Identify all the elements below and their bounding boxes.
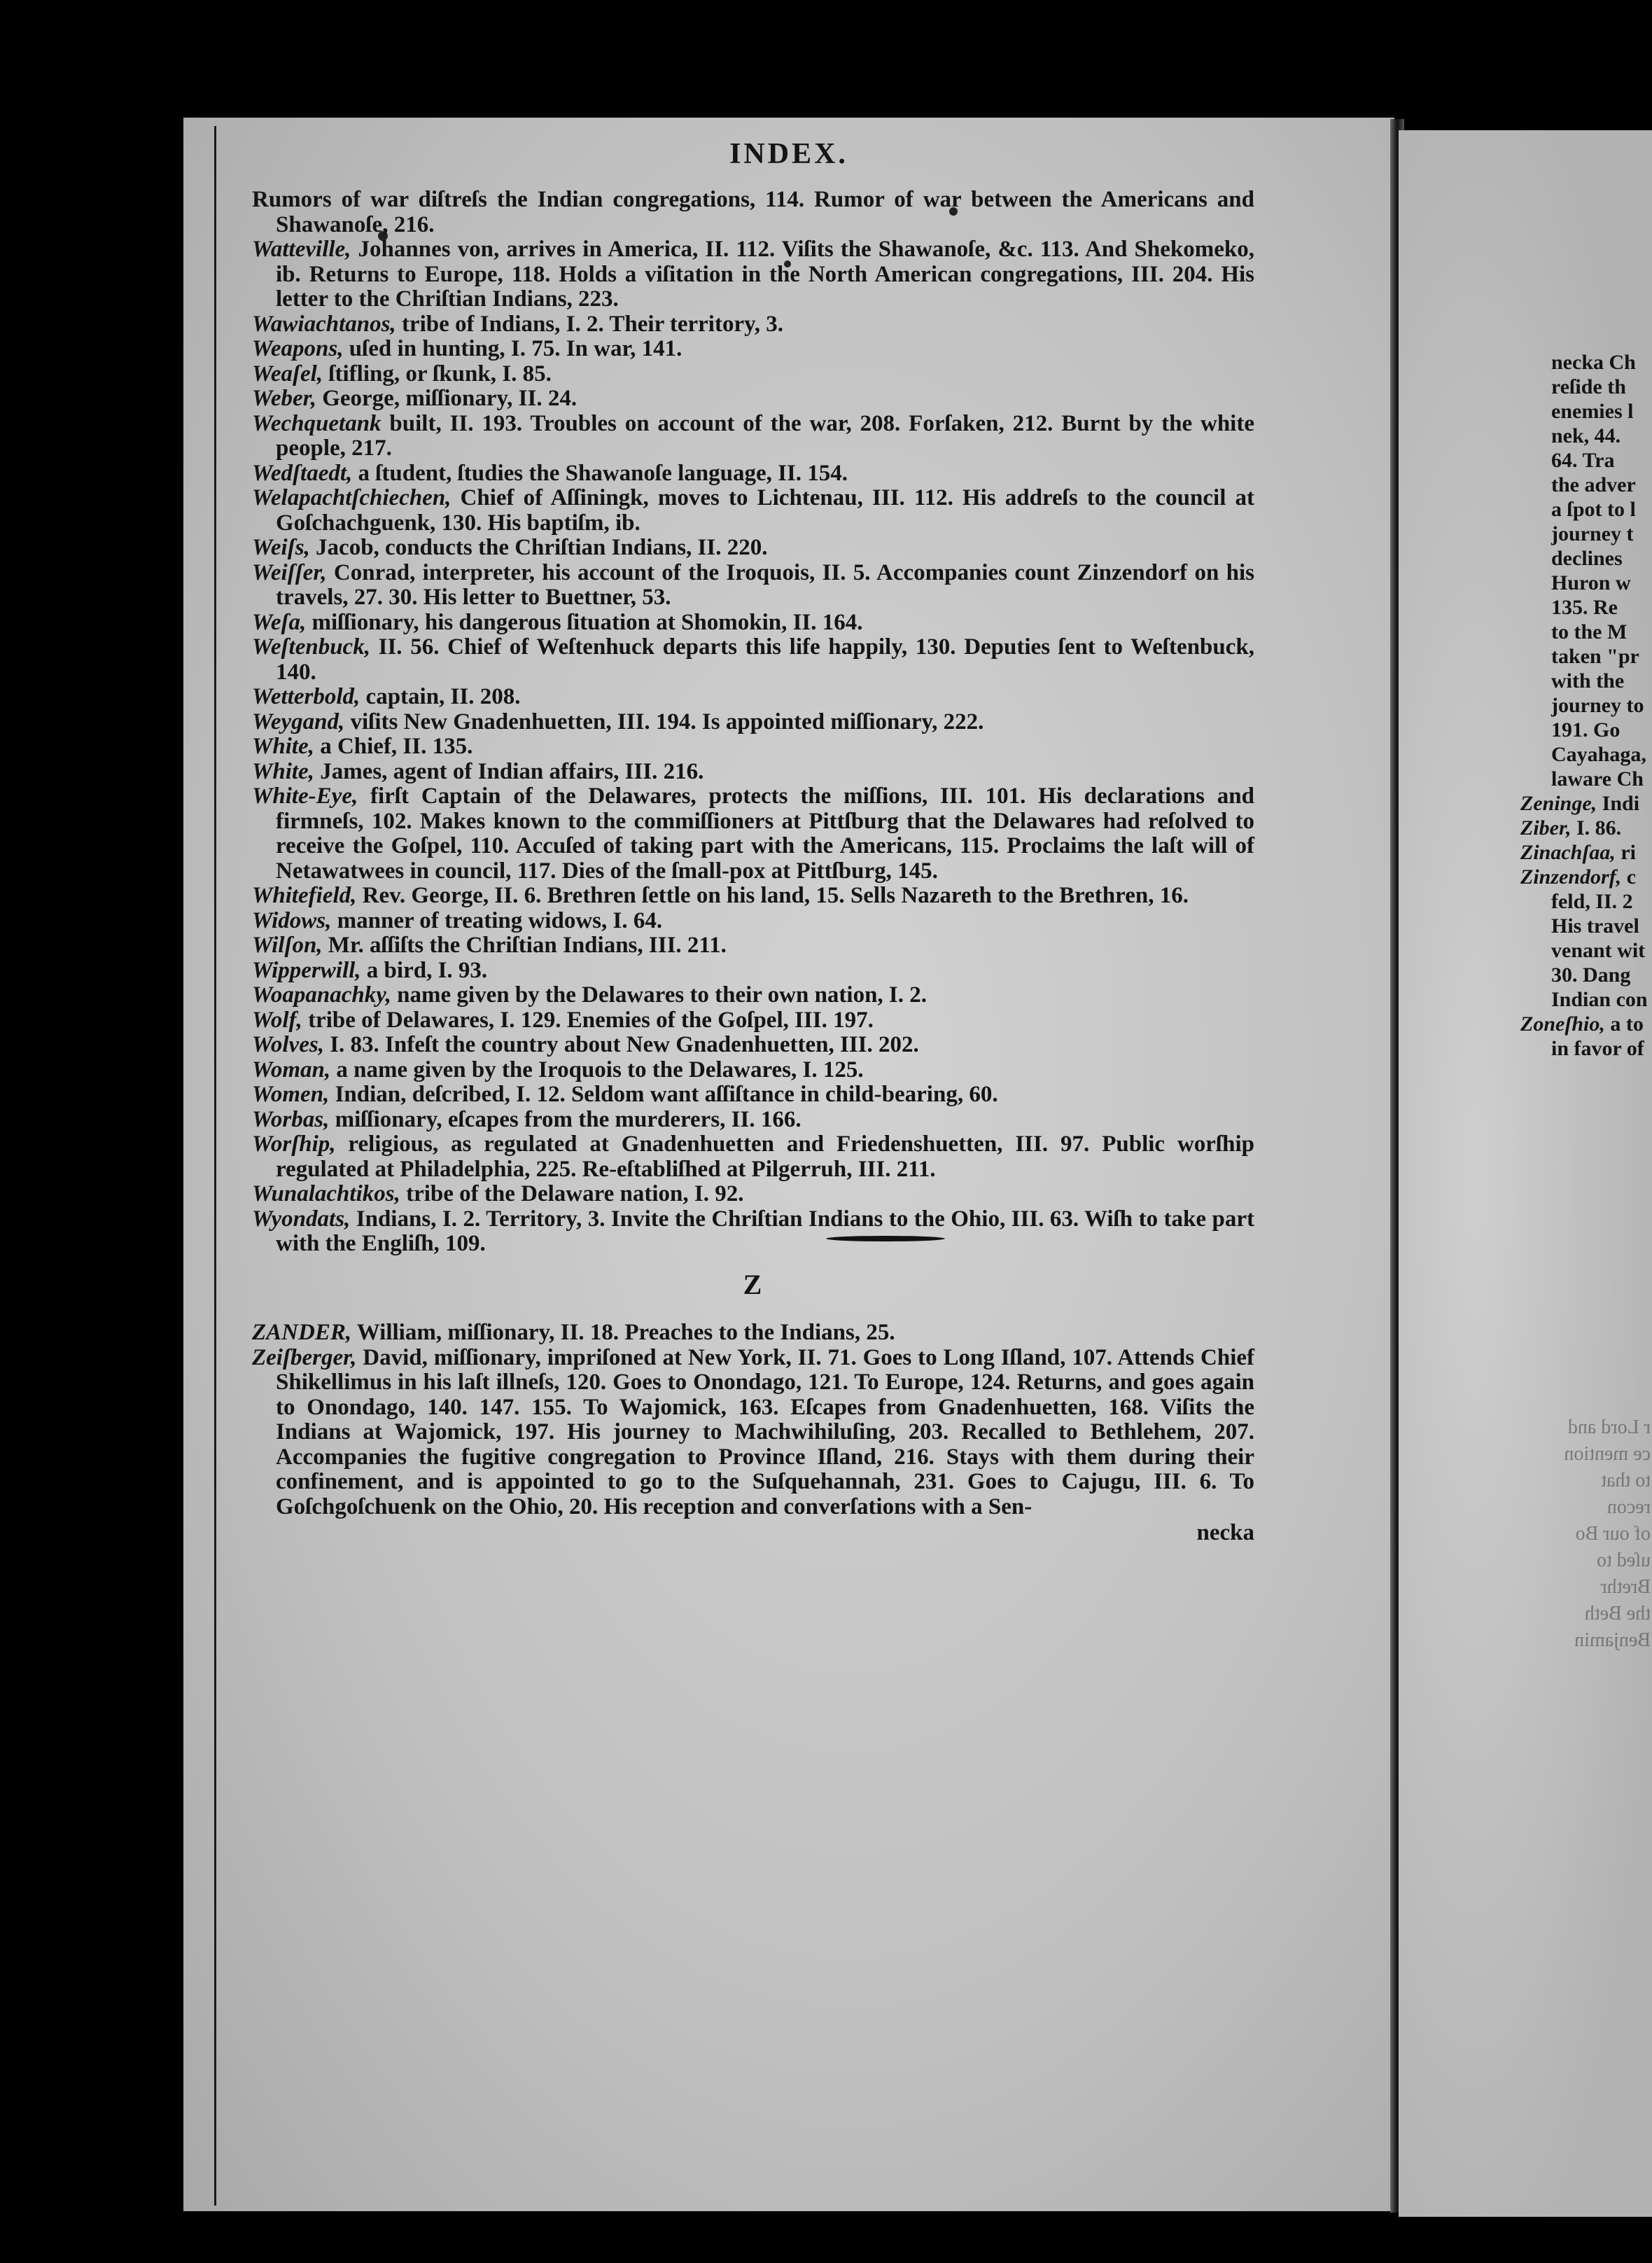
right-page-line: Indian con xyxy=(1551,988,1648,1011)
entry-headword: Weiſs, xyxy=(252,535,310,560)
bleed-through-line: of our Bo xyxy=(1575,1523,1651,1545)
entry-text: religious, as regulated at Gnadenhuetten and Friedenshuetten, III. 97. Public worſhip regulated at Philadelphia, 225. Re-eſtabliſhed at Pilgerruh, III. 211. xyxy=(276,1132,1254,1182)
entry-headword: Weſtenbuck, xyxy=(252,634,370,660)
bleed-through-text xyxy=(1518,1414,1651,1654)
catchword: necka xyxy=(1196,1520,1254,1545)
right-page-text xyxy=(1520,350,1652,1061)
index-entry xyxy=(252,1182,1254,1207)
bleed-through-line: uſed to xyxy=(1597,1550,1651,1571)
entry-headword: Wunalachtikos, xyxy=(252,1181,400,1206)
z-entries-list xyxy=(252,1321,1254,1519)
right-page-entry xyxy=(1520,865,1652,889)
right-page-line: to the M xyxy=(1551,620,1628,643)
entry-headword: Zeninge, xyxy=(1520,792,1597,815)
entry-text: Jacob, conducts the Chriſtian Indians, II. 220. xyxy=(309,535,768,560)
right-page-line: in favor of xyxy=(1551,1037,1644,1060)
index-entry xyxy=(252,1058,1254,1083)
right-page-line: laware Ch xyxy=(1551,767,1644,791)
bleed-through-line: Benjamin xyxy=(1574,1629,1651,1651)
entry-text: viſits New Gnadenhuetten, III. 194. Is appointed miſſionary, 222. xyxy=(344,709,984,734)
right-page-line: declines xyxy=(1551,547,1623,570)
entry-text: II. 56. Chief of Weſtenhuck departs this life happily, 130. Deputies ſent to Weſtenbuck, 140. xyxy=(276,634,1254,685)
index-entry xyxy=(252,959,1254,984)
section-divider-flourish xyxy=(826,1236,945,1241)
entry-headword: Weber, xyxy=(252,386,316,411)
entry-headword: Zinachſaa, xyxy=(1520,841,1616,864)
entry-headword: White-Eye, xyxy=(252,784,358,809)
entry-text: Conrad, interpreter, his account of the Iroquois, II. 5. Accompanies count Zinzendorf on his travels, 27. 30. His letter to Buettner, 53. xyxy=(276,559,1254,610)
entry-text: Johannes von, arrives in America, II. 112. Viſits the Shawanoſe, &c. 113. And Shekomeko, ib. Returns to Europe, 118. Holds a viſitation in the North American congregations, III. 204. His letter to the Chriſtian Indians, 223. xyxy=(276,237,1254,312)
index-entry xyxy=(252,337,1254,362)
index-entry xyxy=(252,1132,1254,1182)
index-entry xyxy=(252,1346,1254,1520)
index-entry xyxy=(252,188,1254,237)
index-entry xyxy=(252,1207,1254,1257)
page-title: INDEX. xyxy=(729,138,848,170)
w-entries-list xyxy=(252,188,1254,1257)
index-entry xyxy=(252,412,1254,461)
entry-headword: Wolves, xyxy=(252,1032,324,1057)
right-page-line: with the xyxy=(1551,669,1625,692)
entry-headword: Wipperwill, xyxy=(252,957,361,983)
entry-headword: Watteville, xyxy=(252,237,351,262)
entry-headword: Weaſel, xyxy=(252,361,323,387)
entry-text: Indians, I. 2. Territory, 3. Invite the Chriſtian Indians to the Ohio, III. 63. Wiſh to take part with the Engliſh, 109. xyxy=(276,1206,1254,1256)
right-page-line: 30. Dang xyxy=(1551,963,1631,987)
right-page-line: journey t xyxy=(1551,522,1634,545)
entry-headword: Worbas, xyxy=(252,1106,330,1132)
entry-text: Indi xyxy=(1597,792,1640,815)
bleed-through-line: recon xyxy=(1606,1496,1651,1518)
index-column xyxy=(252,188,1254,1546)
entry-text: ri xyxy=(1615,841,1636,864)
entry-headword: Women, xyxy=(252,1082,330,1107)
entry-text: captain, II. 208. xyxy=(360,684,521,709)
index-entry xyxy=(252,909,1254,934)
right-page-line: venant wit xyxy=(1551,939,1646,962)
entry-text: a ſtudent, ſtudies the Shawanoſe language, II. 154. xyxy=(352,460,848,486)
right-page-line: Huron w xyxy=(1551,571,1631,594)
index-entry xyxy=(252,1008,1254,1033)
index-entry xyxy=(252,635,1254,685)
index-entry xyxy=(252,387,1254,412)
entry-text: Rev. George, II. 6. Brethren ſettle on his land, 15. Sells Nazareth to the Brethren, 16. xyxy=(356,883,1189,908)
entry-headword: White, xyxy=(252,734,314,759)
right-page-line: 135. Re xyxy=(1551,596,1618,619)
index-entry xyxy=(252,1082,1254,1108)
entry-text: c xyxy=(1621,865,1637,889)
right-page-line: Cayahaga, xyxy=(1551,743,1646,766)
entry-text: tribe of the Delaware nation, I. 92. xyxy=(400,1181,744,1206)
index-entry xyxy=(252,362,1254,387)
index-entry xyxy=(252,536,1254,561)
entry-headword: Woman, xyxy=(252,1057,331,1082)
bleed-through-line: ce mention xyxy=(1564,1443,1651,1465)
right-page-entry xyxy=(1520,1012,1652,1036)
entry-text: Chief of Aſſiningk, moves to Lichtenau, III. 112. His addreſs to the council at Goſchachguenk, 130. His baptiſm, ib. xyxy=(276,485,1254,536)
entry-headword: Wetterbold, xyxy=(252,684,360,709)
entry-text: miſſionary, eſcapes from the murderers, II. 166. xyxy=(329,1106,802,1132)
index-entry xyxy=(252,611,1254,636)
right-page-line: feld, II. 2 xyxy=(1551,890,1633,913)
index-entry xyxy=(252,784,1254,884)
entry-text: manner of treating widows, I. 64. xyxy=(331,907,663,933)
bleed-through-line: r Lord and xyxy=(1567,1416,1651,1438)
entry-text: a Chief, II. 135. xyxy=(314,734,473,759)
entry-headword: Ziber, xyxy=(1520,816,1572,840)
entry-headword: Weygand, xyxy=(252,709,345,734)
right-page-entry xyxy=(1520,791,1652,816)
right-page-line: 64. Tra xyxy=(1551,449,1615,472)
entry-headword: Zoneſhio, xyxy=(1520,1012,1605,1036)
entry-text: James, agent of Indian affairs, III. 216. xyxy=(314,758,704,784)
bleed-through-line: the Beth xyxy=(1584,1603,1651,1624)
entry-text: tribe of Indians, I. 2. Their territory, 3. xyxy=(396,311,784,337)
entry-text: built, II. 193. Troubles on account of the war, 208. Forſaken, 212. Burnt by the white people, 217. xyxy=(276,410,1254,461)
entry-text: Indian, deſcribed, I. 12. Seldom want aſſiſtance in child-bearing, 60. xyxy=(329,1082,998,1107)
entry-text: a to xyxy=(1604,1012,1644,1036)
right-page-entry xyxy=(1520,840,1652,865)
right-page-line: the adver xyxy=(1551,473,1636,496)
right-page-line: enemies l xyxy=(1551,400,1634,423)
entry-headword: White, xyxy=(252,758,314,784)
entry-headword: Weiſſer, xyxy=(252,559,327,585)
right-page-line: nek, 44. xyxy=(1551,424,1621,447)
entry-text: ſtifling, or ſkunk, I. 85. xyxy=(323,361,552,387)
right-page-line: 191. Go xyxy=(1551,718,1620,741)
section-letter: Z xyxy=(743,1268,764,1300)
index-entry xyxy=(252,312,1254,337)
index-entry xyxy=(252,1321,1254,1346)
index-entry xyxy=(252,685,1254,710)
entry-headword: Wolf, xyxy=(252,1007,302,1033)
entry-headword: Zinzendorf, xyxy=(1520,865,1622,889)
right-page-line: taken "pr xyxy=(1551,645,1639,668)
index-entry xyxy=(252,461,1254,487)
entry-text: a name given by the Iroquois to the Delawares, I. 125. xyxy=(330,1057,864,1082)
entry-headword: Zeiſberger, xyxy=(252,1344,357,1370)
entry-text: William, miſſionary, II. 18. Preaches to the Indians, 25. xyxy=(351,1320,895,1345)
entry-headword: Weſa, xyxy=(252,609,307,635)
index-entry xyxy=(252,1108,1254,1133)
index-entry xyxy=(252,710,1254,735)
right-page-line: necka Ch xyxy=(1551,351,1636,374)
index-entry xyxy=(252,1033,1254,1058)
entry-text: firſt Captain of the Delawares, protects the miſſions, III. 101. His declarations and firmneſs, 102. Makes known to the commiſſioners at Pittſburg that the Delawares had reſolved to receive the Goſpel, 110. Accuſed of taking part with the Americans, 115. Proclaims the laſt will of Netawatwees in council, 117. Dies of the ſmall-pox at Pittſburg, 145. xyxy=(276,784,1254,884)
bleed-through-line: Brethr xyxy=(1600,1576,1651,1598)
entry-text: miſſionary, his dangerous ſituation at Shomokin, II. 164. xyxy=(306,609,863,635)
index-entry xyxy=(252,760,1254,785)
entry-text: I. 86. xyxy=(1571,816,1622,840)
right-page-entry xyxy=(1520,816,1652,840)
right-page-line: journey to xyxy=(1551,694,1644,717)
index-entry xyxy=(252,237,1254,312)
entry-text: George, miſſionary, II. 24. xyxy=(316,386,578,411)
entry-headword: Welapachtſchiechen, xyxy=(252,485,451,510)
entry-text: I. 83. Infeſt the country about New Gnadenhuetten, III. 202. xyxy=(323,1032,919,1057)
entry-text: tribe of Delawares, I. 129. Enemies of the Goſpel, III. 197. xyxy=(302,1007,874,1033)
index-entry xyxy=(252,933,1254,959)
index-entry xyxy=(252,884,1254,909)
index-entry xyxy=(252,561,1254,611)
entry-text: name given by the Delawares to their own nation, I. 2. xyxy=(391,982,927,1008)
index-entry xyxy=(252,983,1254,1008)
entry-text: Rumors of war diſtreſs the Indian congregations, 114. Rumor of war between the Americans and Shawanoſe, 216. xyxy=(252,187,1254,237)
index-entry xyxy=(252,486,1254,536)
right-page-line: His travel xyxy=(1551,914,1639,938)
entry-text: a bird, I. 93. xyxy=(360,957,488,983)
entry-headword: ZANDER, xyxy=(252,1320,352,1345)
right-page-line: a ſpot to l xyxy=(1551,498,1636,521)
right-page-line: reſide th xyxy=(1551,375,1626,398)
entry-headword: Worſhip, xyxy=(252,1132,336,1157)
entry-text: David, miſſionary, impriſoned at New York, II. 71. Goes to Long Iſland, 107. Attends Chief Shikellimus in his laſt illneſs, 120. Goes to Onondago, 121. To Europe, 124. Returns, and goes again to Onondago, 140. 147. 155. To Wajomick, 163. Eſcapes from Gnadenhuetten, 168. Viſits the Indians at Wajomick, 197. His journey to Machwihiluſing, 203. Recalled to Bethlehem, 207. Accompanies the fugitive congregation to Province Iſland, 216. Stays with them during their confinement, and is appointed to go to the Suſquehannah, 231. Goes to Cajugu, III. 6. To Goſchgoſchuenk on the Ohio, 20. His reception and converſations with a Sen- xyxy=(276,1344,1254,1519)
entry-headword: Wedſtaedt, xyxy=(252,460,353,486)
page-edge-rule xyxy=(214,126,216,2206)
index-entry xyxy=(252,734,1254,760)
entry-headword: Wyondats, xyxy=(252,1206,351,1232)
entry-headword: Weapons, xyxy=(252,336,344,361)
entry-text: Mr. aſſiſts the Chriſtian Indians, III. 211. xyxy=(322,933,727,958)
entry-headword: Whitefield, xyxy=(252,883,357,908)
bleed-through-line: to that xyxy=(1601,1470,1651,1491)
entry-headword: Wechquetank xyxy=(252,410,382,436)
entry-headword: Woapanachky, xyxy=(252,982,391,1008)
entry-headword: Widows, xyxy=(252,907,332,933)
entry-headword: Wilſon, xyxy=(252,933,323,958)
entry-headword: Wawiachtanos, xyxy=(252,311,396,337)
entry-text: uſed in hunting, I. 75. In war, 141. xyxy=(343,336,682,361)
